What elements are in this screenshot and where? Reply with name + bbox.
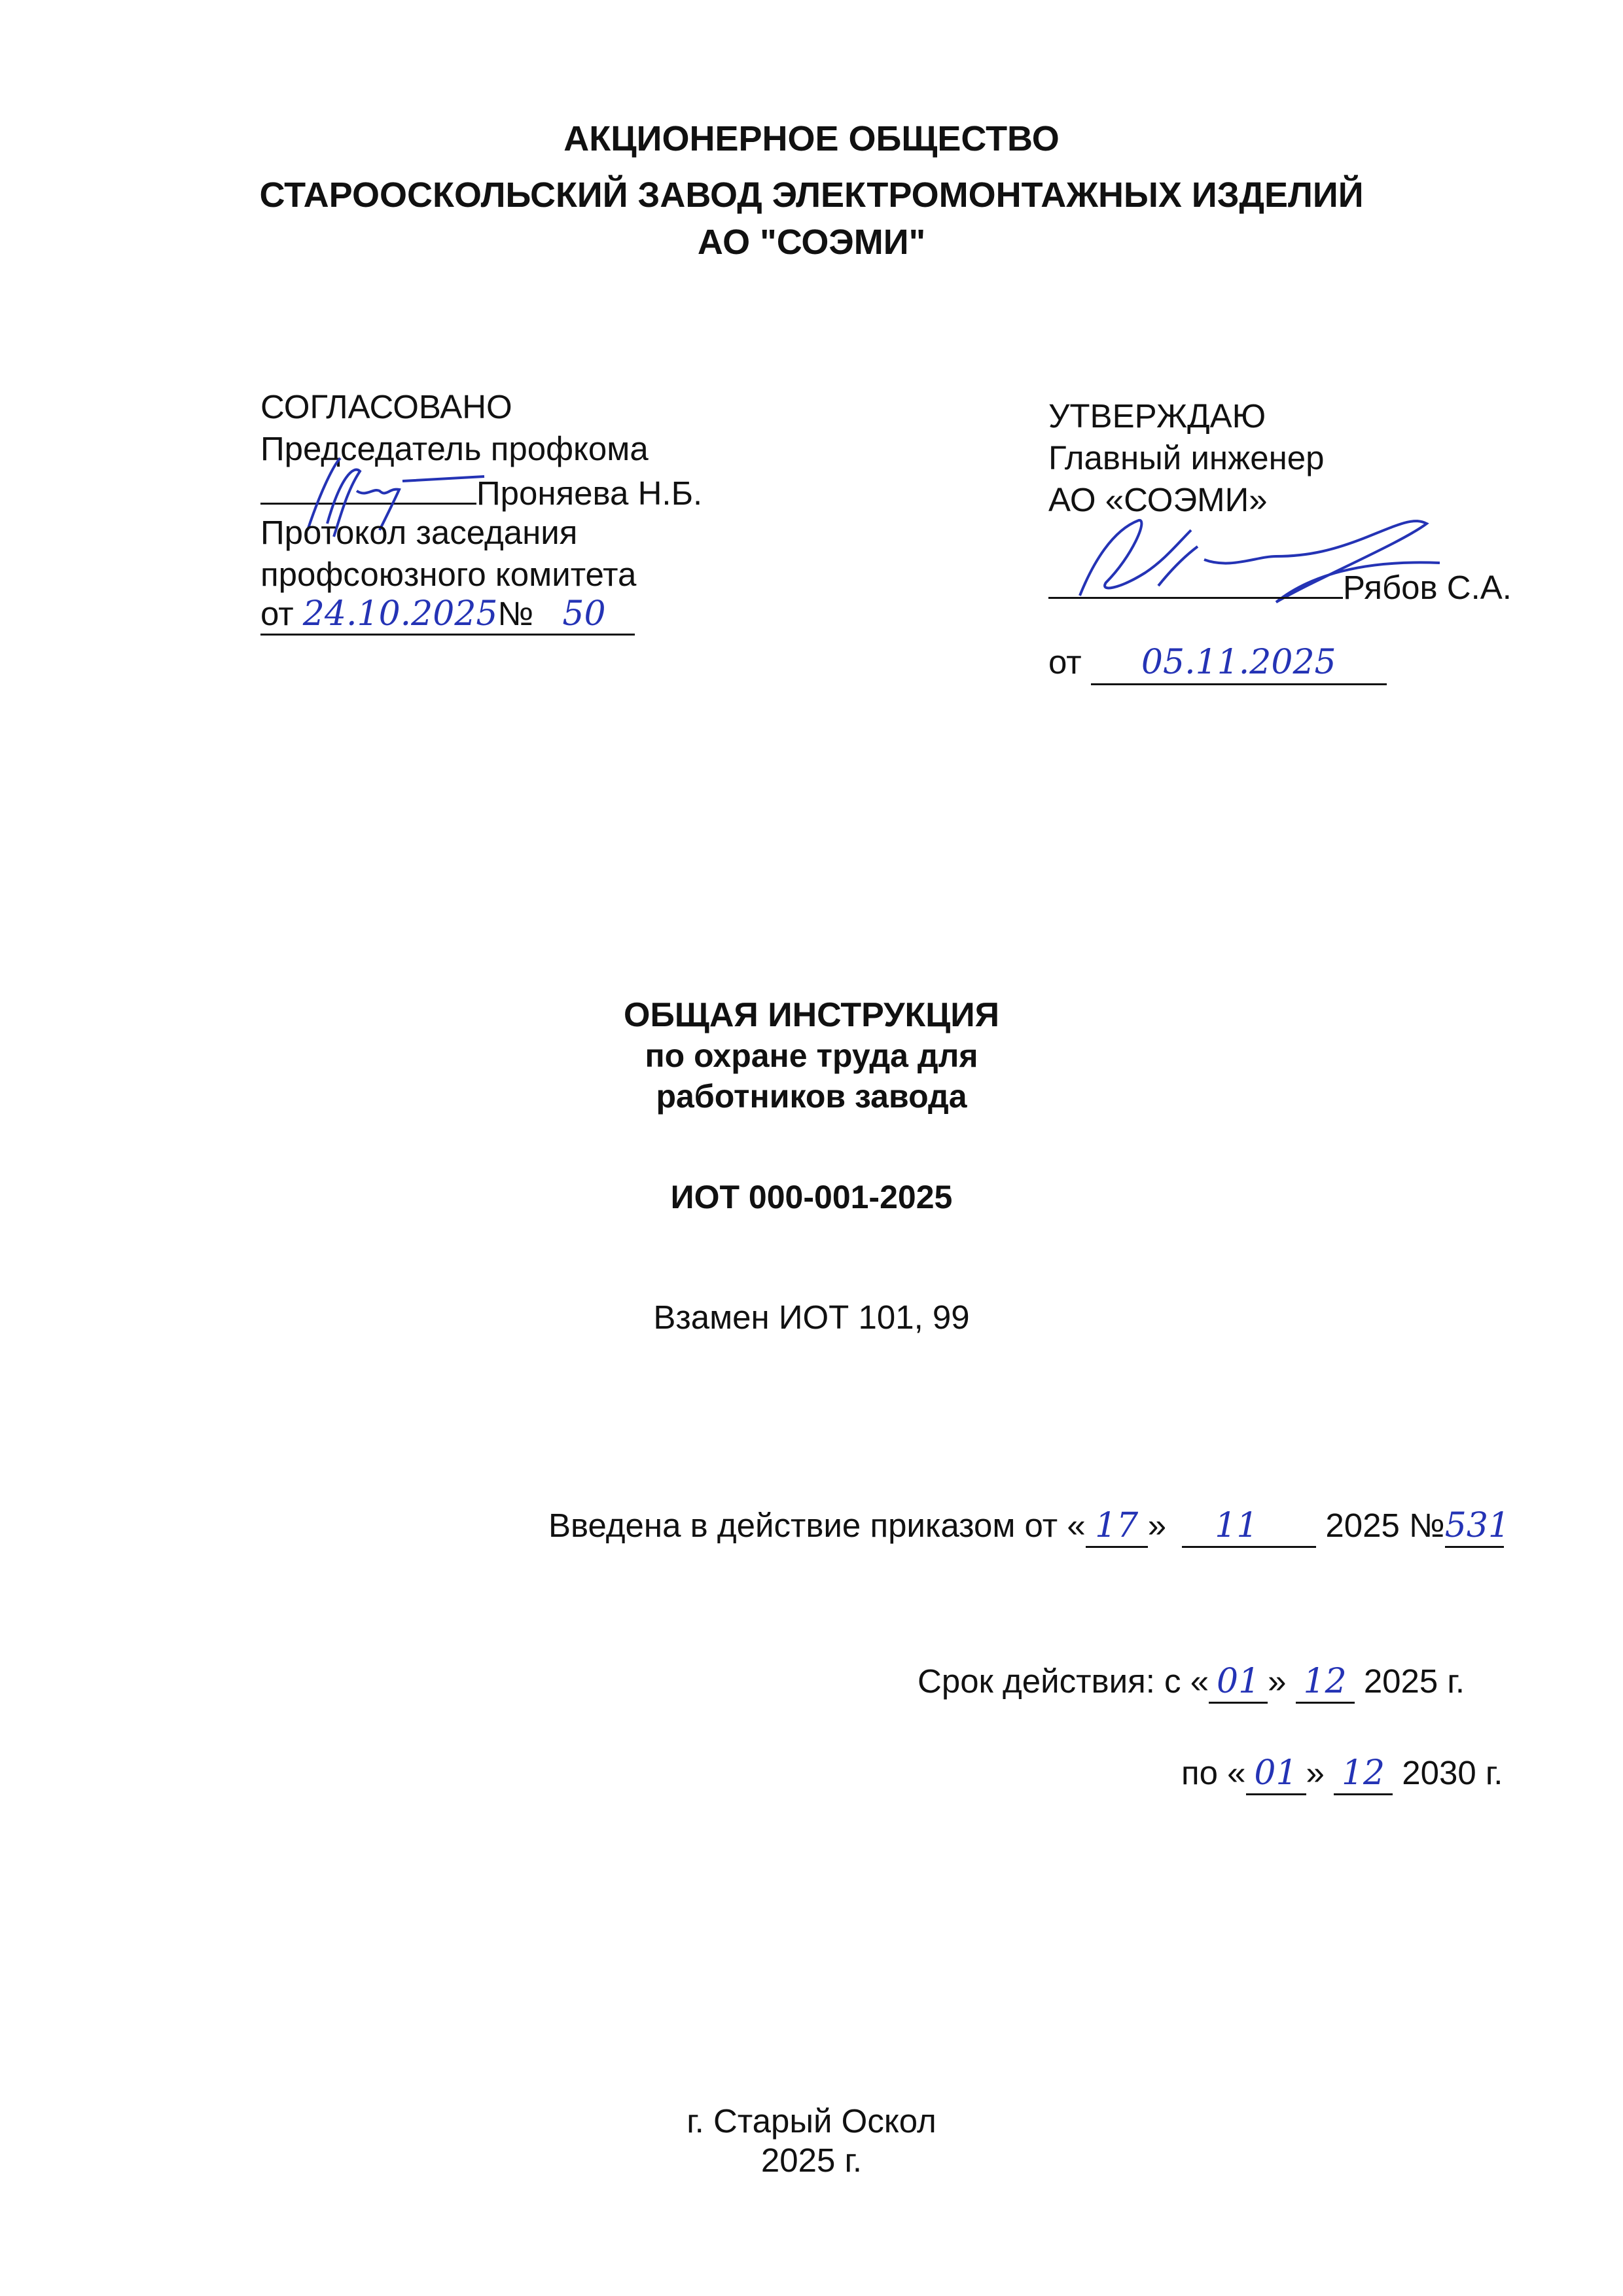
document-subtitle-line-1: по охране труда для (645, 1037, 978, 1074)
enactment-day-handwritten: 17 (1095, 1506, 1139, 1545)
enactment-order-field (1444, 1505, 1510, 1548)
enactment-order-number-handwritten: 531 (1444, 1506, 1510, 1545)
approved-signatory-name: Рябов С.А. (1343, 569, 1512, 606)
approved-date-field (1091, 641, 1387, 685)
validity-to-line (1181, 1753, 1503, 1795)
enactment-label: Введена в действие приказом от « (548, 1507, 1086, 1544)
approved-signature-line (1048, 564, 1512, 609)
quote-close: » (1268, 1662, 1287, 1700)
approved-date-handwritten: 05.11.2025 (1141, 643, 1336, 682)
signature-underline (1048, 564, 1343, 599)
protocol-number-prefix: № (497, 595, 534, 632)
footer-year: 2025 г. (760, 2142, 863, 2179)
org-short-name-heading: АО "СОЭМИ" (697, 223, 926, 262)
validity-from-year: 2025 г. (1363, 1662, 1465, 1700)
validity-to-day-handwritten: 01 (1254, 1753, 1298, 1793)
validity-to-day-field (1246, 1753, 1306, 1795)
footer-city: г. Старый Оскол (687, 2102, 936, 2140)
document-replaces: Взамен ИОТ 101, 99 (653, 1299, 970, 1336)
quote-close: » (1306, 1754, 1325, 1791)
protocol-date-handwritten: 24.10.2025 (302, 594, 498, 634)
document-subtitle-line-2: работников завода (656, 1078, 967, 1115)
protocol-number-handwritten: 50 (562, 594, 606, 634)
protocol-date-prefix: от (260, 595, 294, 632)
org-name-heading: СТАРООСКОЛЬСКИЙ ЗАВОД ЭЛЕКТРОМОНТАЖНЫХ ИЗДЕЛИЙ (259, 175, 1364, 215)
approved-date-prefix: от (1048, 643, 1082, 681)
quote-close: » (1147, 1507, 1167, 1544)
enactment-line (548, 1505, 1510, 1548)
enactment-month-handwritten: 11 (1215, 1506, 1258, 1545)
agreed-signatory-name: Проняева Н.Б. (476, 475, 703, 512)
document-code: ИОТ 000-001-2025 (670, 1179, 953, 1215)
enactment-year: 2025 № (1325, 1507, 1445, 1544)
validity-from-line (918, 1661, 1465, 1704)
agreed-position: Председатель профкома (260, 430, 649, 467)
protocol-line-2: профсоюзного комитета (260, 556, 637, 593)
validity-to-month-field (1334, 1753, 1393, 1795)
validity-to-month-handwritten: 12 (1341, 1753, 1385, 1793)
enactment-day-field (1086, 1505, 1148, 1548)
agreed-heading: СОГЛАСОВАНО (260, 388, 512, 425)
approved-position: Главный инженер (1048, 439, 1325, 476)
approved-heading: УТВЕРЖДАЮ (1048, 397, 1266, 435)
validity-from-month-field (1296, 1661, 1355, 1704)
approved-date-line (1048, 641, 1387, 685)
validity-from-day-handwritten: 01 (1217, 1662, 1260, 1701)
validity-to-label: по « (1181, 1754, 1246, 1791)
org-type-heading: АКЦИОНЕРНОЕ ОБЩЕСТВО (563, 119, 1060, 158)
approved-organization: АО «СОЭМИ» (1048, 481, 1268, 518)
validity-from-label: Срок действия: с « (918, 1662, 1209, 1700)
protocol-line-1: Протокол заседания (260, 514, 578, 551)
enactment-month-field (1182, 1505, 1316, 1548)
validity-to-year: 2030 г. (1402, 1754, 1503, 1791)
validity-from-day-field (1209, 1661, 1268, 1704)
validity-from-month-handwritten: 12 (1303, 1662, 1347, 1701)
protocol-date-line (260, 593, 635, 636)
document-title: ОБЩАЯ ИНСТРУКЦИЯ (624, 996, 999, 1034)
